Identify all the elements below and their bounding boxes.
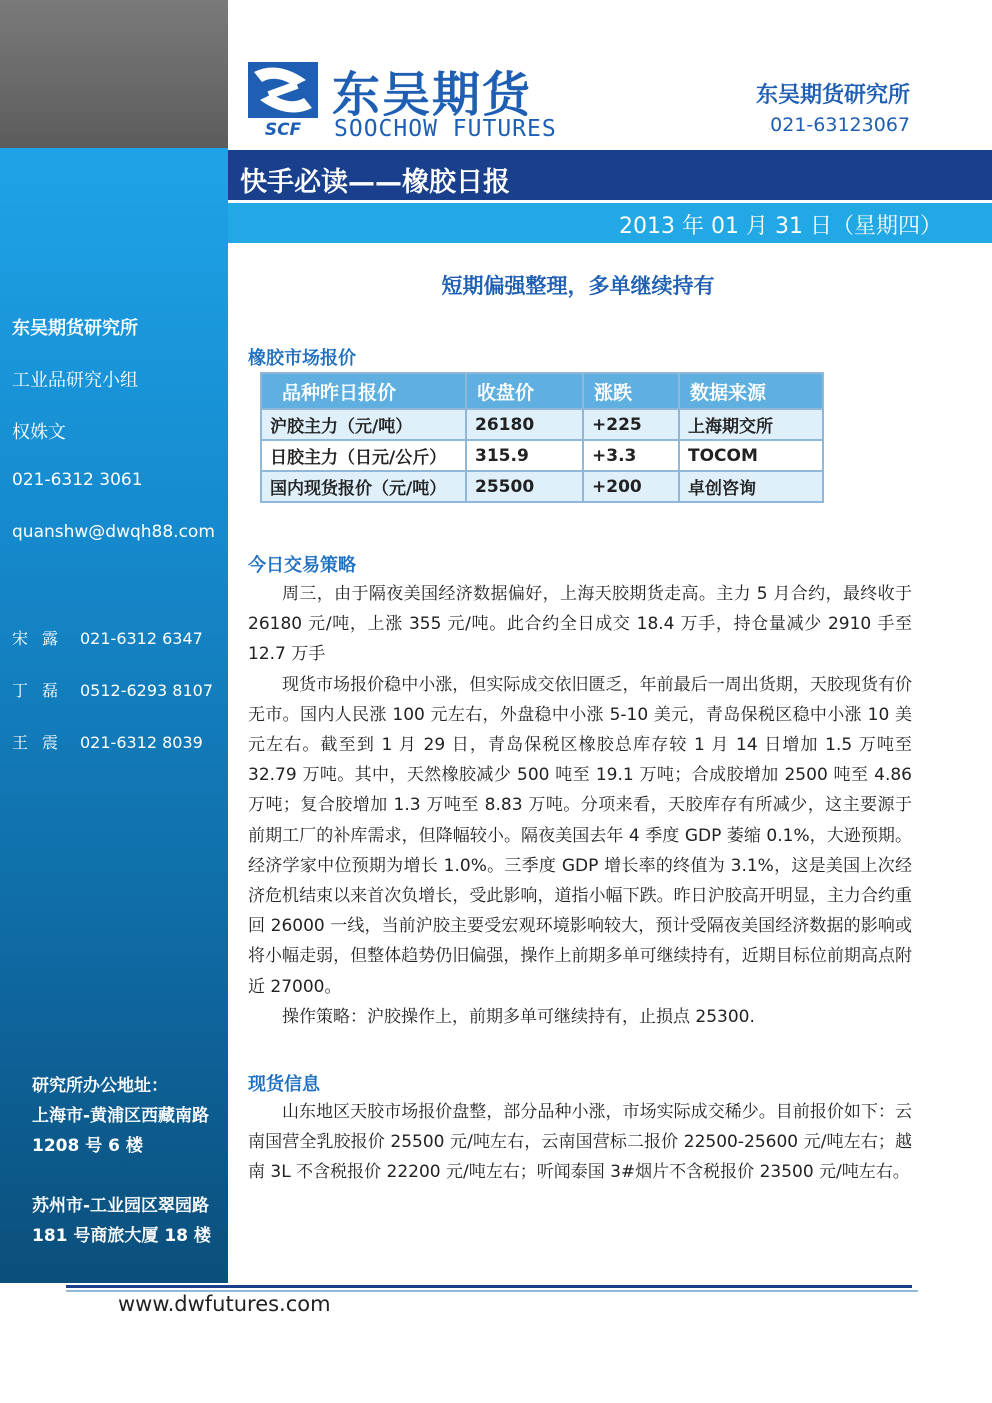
- table-cell: TOCOM: [679, 440, 823, 471]
- sidebar-analyst-email[interactable]: quanshw@dwqh88.com: [12, 522, 215, 542]
- table-header-row: [261, 373, 823, 409]
- sidebar: [0, 148, 228, 1283]
- report-headline: 短期偏强整理，多单继续持有: [441, 274, 715, 298]
- contact-row: [12, 626, 203, 649]
- table-cell: +200: [583, 471, 679, 502]
- spot-body: [248, 1097, 912, 1188]
- table-cell: 卓创咨询: [679, 471, 823, 502]
- strategy-paragraph: 周三，由于隔夜美国经济数据偏好，上海天胶期货走高。主力 5 月合约，最终收于 26180 元/吨，上涨 355 元/吨。此合约全日成交 18.4 万手，持仓量减少 2910 手至 12.7 万手: [248, 584, 912, 665]
- table-row: [261, 409, 823, 440]
- address-line: 1208 号 6 楼: [32, 1136, 143, 1156]
- col-header: 涨跌: [583, 373, 679, 409]
- col-header: 数据来源: [679, 373, 823, 409]
- office-address: [32, 1071, 211, 1251]
- scf-logo-icon: [248, 62, 318, 138]
- sidebar-group: 工业品研究小组: [12, 370, 138, 391]
- address-line: 苏州市-工业园区翠园路: [32, 1196, 210, 1216]
- header-gray-block: [0, 0, 228, 148]
- address-line: 上海市-黄浦区西藏南路: [32, 1106, 210, 1126]
- market-quote-table: [260, 372, 824, 503]
- table-cell: 国内现货报价（元/吨）: [261, 471, 466, 502]
- report-date: 2013 年 01 月 31 日（星期四）: [619, 214, 942, 239]
- header-institute: 东吴期货研究所: [755, 83, 910, 108]
- contact-row: [12, 730, 203, 753]
- address-line: 181 号商旅大厦 18 楼: [32, 1226, 211, 1246]
- sidebar-analyst-phone: 021-6312 3061: [12, 470, 143, 490]
- col-header: 品种昨日报价: [261, 373, 466, 409]
- contact-phone: 021-6312 6347: [80, 629, 203, 648]
- sidebar-analyst: 权姝文: [12, 422, 66, 443]
- table-row: [261, 440, 823, 471]
- contact-name: 丁磊: [12, 681, 73, 700]
- table-cell: 315.9: [466, 440, 583, 471]
- table-cell: 26180: [466, 409, 583, 440]
- strategy-paragraph: 操作策略：沪胶操作上，前期多单可继续持有，止损点 25300.: [282, 1006, 755, 1027]
- table-cell: +225: [583, 409, 679, 440]
- brand-name-cn: 东吴期货: [332, 67, 533, 123]
- spot-paragraph: 山东地区天胶市场报价盘整，部分品种小涨，市场实际成交稀少。目前报价如下：云南国营全乳胶报价 25500 元/吨左右，云南国营标二报价 22500-25600 元/吨左右；越南 3L 不含税报价 22200 元/吨左右；听闻泰国 3#烟片不含税报价 23500 元/吨左右。: [248, 1102, 912, 1183]
- contact-row: [12, 678, 213, 701]
- footer-url[interactable]: www.dwfutures.com: [118, 1292, 331, 1316]
- strategy-body: [248, 579, 912, 1032]
- market-section-title: 橡胶市场报价: [248, 348, 356, 369]
- strategy-paragraph: 现货市场报价稳中小涨，但实际成交依旧匮乏，年前最后一周出货期，天胶现货有价无市。国内人民涨 100 元左右，外盘稳中小涨 5-10 美元，青岛保税区稳中小涨 10 美元左右。截至到 1 月 29 日，青岛保税区橡胶总库存较 1 月 14 日增加 1.5 万吨至 32.79 万吨。其中，天然橡胶减少 500 吨至 19.1 万吨；合成胶增加 2500 吨至 4.86 万吨；复合胶增加 1.3 万吨至 8.83 万吨。分项来看，天胶库存有所减少，这主要源于前期工厂的补库需求，但降幅较小。隔夜美国去年 4 季度 GDP 萎缩 0.1%，大逊预期。经济学家中位预期为增长 1.0%。三季度 GDP 增长率的终值为 3.1%，这是美国上次经济危机结束以来首次负增长，受此影响，道指小幅下跌。昨日沪胶高开明显，主力合约重回 26000 一线，当前沪胶主要受宏观环境影响较大，预计受隔夜美国经济数据的影响或将小幅走弱，但整体趋势仍旧偏强，操作上前期多单可继续持有，近期目标位前期高点附近 27000。: [248, 674, 912, 997]
- footer-divider: [66, 1285, 912, 1288]
- brand-name-en: SOOCHOW FUTURES: [334, 116, 557, 142]
- contact-name: 王震: [12, 733, 73, 752]
- contact-phone: 0512-6293 8107: [80, 681, 214, 700]
- report-date-bar: [228, 203, 992, 243]
- table-cell: +3.3: [583, 440, 679, 471]
- address-label: 研究所办公地址：: [32, 1076, 168, 1096]
- table-row: [261, 471, 823, 502]
- col-header: 收盘价: [466, 373, 583, 409]
- report-title: 快手必读——橡胶日报: [240, 167, 510, 198]
- table-cell: 上海期交所: [679, 409, 823, 440]
- contact-name: 宋露: [12, 629, 73, 648]
- report-title-bar: [228, 150, 992, 200]
- strategy-section-title: 今日交易策略: [248, 555, 356, 576]
- table-cell: 日胶主力（日元/公斤）: [261, 440, 466, 471]
- table-cell: 沪胶主力（元/吨）: [261, 409, 466, 440]
- table-cell: 25500: [466, 471, 583, 502]
- spot-section-title: 现货信息: [248, 1074, 320, 1095]
- sidebar-institute: 东吴期货研究所: [12, 318, 138, 339]
- header-phone: 021-63123067: [770, 114, 910, 136]
- contact-phone: 021-6312 8039: [80, 733, 203, 752]
- logo-text: SCF: [264, 120, 302, 138]
